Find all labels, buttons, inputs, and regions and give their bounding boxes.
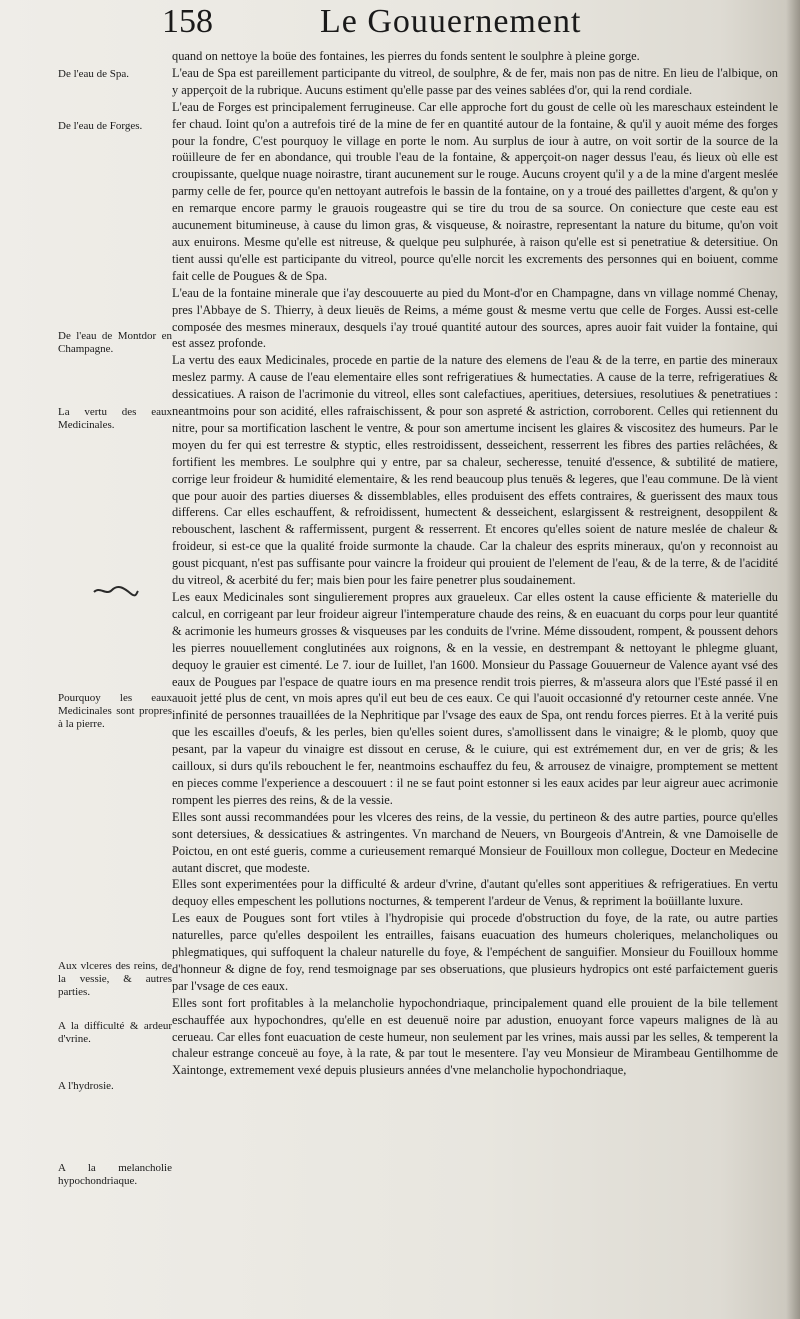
margin-note-melancholie: A la melancholie hypochondriaque. [58,1162,172,1187]
main-text [172,48,778,1079]
running-title: Le Gouuernement [320,3,582,40]
margin-note-vertu: La vertu des eaux Medicinales. [58,406,172,431]
margin-note-montdor: De l'eau de Montdor en Champagne. [58,330,172,355]
page-binding-shadow [786,0,800,1319]
margin-note-vrine: A la difficulté & ardeur d'vrine. [58,1020,172,1045]
paragraph-montdor: L'eau de la fontaine minerale que i'ay descouuerte au pied du Mont-d'or en Champagne, dans vn village nommé Chenay, pres l'Abbaye de S. Thierry, à deux lieuës de Reims, a méme goust & mesme vertu que celle de Forges. Aussi est-celle composée des mesmes mineraux, desquels i'ay troué quantité autour des sources, apres auoir fait vuider la fontaine, qui est assez profonde. [172,285,778,351]
running-head [0,2,800,46]
paragraph-melancholie: Elles sont fort profitables à la melancholie hypochondriaque, principalement quand elle prouient de la bile tellement eschauffée aux hypochondres, qu'elle en est deuenuë noire par adustion, enuoyant force vapeurs malignes de là au cerueau. Car elles font euacuation de ceste humeur, non seulement par les vrines, mais aussi par les selles, & temperent la chaleur estrange conceuë au foye, à la rate, & par tout le mesentere. I'ay veu Monsieur de Mirambeau Gentilhomme de Xaintonge, extremement vexé depuis plusieurs années d'vne melancholie hypochondriaque, [172,995,778,1078]
margin-note-hydrosie: A l'hydrosie. [58,1080,114,1092]
paragraph-pierre: Les eaux Medicinales sont singulierement propres aux graueleux. Car elles ostent la cause efficiente & materielle du calcul, en corrigeant par leur froideur aigreur l'intemperature chaude des reins, & en euacuant du corps pour leur quantité & acrimonie les humeurs grosses & visqueuses par les conduits de l'vrine. Méme dissoudent, rompent, & poussent dehors les pierres nouuellement conglutinées aux roignons, & en la vessie, en destrempant & nettoyant le phlegme gluant, dequoy le grauier est cimenté. Le 7. iour de Iuillet, l'an 1600. Monsieur du Passage Gouuerneur de Valence ayant vsé des eaux de Pougues par l'espace de quatre iours en ma presence rendit trois pierres, & m'asseura alors que l'Esté passé il en auoit jetté plus de cent, vn mois apres qu'il eut beu de ces eaux. Ce qui l'auoit occasionné d'y retourner ceste année. Vne infinité de personnes trauaillées de la Nephritique par l'vsage des eaux de Spa, ont rendu forces pierres. Et à la verité puis que les escailles d'oeufs, & les perles, bien qu'elles soient dures, s'amollissent dans le vinaigre; & le plomb, quoy que pesant, par la vapeur du vinaigre est dissout en ceruse, & le cuiure, qui est extrémement dur, en ver de gris; & les cailloux, si durs qu'ils rebouchent le fer, neantmoins eschauffez du feu, & arrousez de vinaigre, promptement se mettent en pieces comme l'experience a descouuert : il ne se faut point estonner si les eaux acides par leur aigreur auec acrimonie rompent les pierres des reins, & de la vessie. [172,590,778,807]
ink-smudge [92,584,140,598]
margin-note-spa: De l'eau de Spa. [58,68,130,80]
page-number: 158 [162,3,213,40]
paragraph-vlceres: Elles sont aussi recommandées pour les vlceres des reins, de la vessie, du pertineon & des autre parties, pource qu'elles sont detersiues, & dessicatiues & astringentes. Vn marchand de Neuers, vn Bourgeois d'Antrein, & vne Damoiselle de Poictou, en ont esté gueris, comme a curieusement remarqué Monsieur de Fouilloux mon collegue, Docteur en Medecine autant discret, que modeste. [172,809,778,875]
paragraph-vrine: Elles sont experimentées pour la difficulté & ardeur d'vrine, d'autant qu'elles sont apperitiues & refrigeratiues. En vertu dequoy elles empeschent les pollutions nocturnes, & temperent l'ardeur de Venus, & repriment la boüillante luxure. [172,877,778,909]
paragraph-hydropisie: Les eaux de Pougues sont fort vtiles à l'hydropisie qui procede d'obstruction du foye, de la rate, ou autre parties naturelles, parce qu'elles despoilent les entrailles, faisans euacuation des humeurs choleriques, melancholiques ou phlegmatiques, qui suffoquent la chaleur naturelle du foye, & l'empéchent de sanguifier. Monsieur du Fouilloux homme d'honneur & digne de foy, rend tesmoignage par ses obseruations, que plusieurs hydropics ont esté parfaictement gueris par l'vsage de ces eaux. [172,911,778,993]
paragraph-vertu: La vertu des eaux Medicinales, procede en partie de la nature des elemens de l'eau & de la terre, en partie des mineraux meslez parmy. A cause de l'eau elementaire elles sont refrigeratiues & humectaties. A cause de la terre, refrigeratiues & dessicatiues. A raison de l'acrimonie du vitreol, elles sont calefactiues, aperitiues, detersiues, resolutiues & penetratiues : neantmoins pour son acidité, elles rafraischissent, & pour son aspreté & astriction, corroborent. Celles qui retiennent du nitre, pour sa mortification laschent le ventre, & pour son amertume incisent les glaires & viscositez des humeurs. Par le moyen du fer qui est terrestre & styptic, elles restroidissent, desseichent, resserrent les fibres des parties relâchées, & fortifient les membres. Le soulphre qui y entre, par sa chaleur, secheresse, tenuité d'essence, & subtilité de matiere, corrige leur froideur & humidité elementaire, & les rend beaucoup plus tenuës & legeres, que l'eau commune. De là vient que pour auoir des parties diuerses & dissemblables, elles produisent des effets contraires, & guerissent des maux tous differens. Car elles eschauffent, & refroidissent, humectent & desseichent, eslargissent & restreignent, desoppilent & rebouschent, laschent & raffermissent, purgent & resserrent. Et encores qu'elles soient de nature meslée de chaleur & froideur, si est-ce que la qualité froide surmonte la chaude. Car la chaleur des esprits mineraux, qu'on y reconnoist au goust picquant, n'est pas suffisante pour vaincre la froideur qui prouient de l'element de l'eau, & de la terre, & de l'acidité du vitreol, & acerbité du fer; mais bien pour les faire penetrer plus soudainement. [172,353,778,588]
margin-note-forges: De l'eau de Forges. [58,120,143,132]
paragraph-forges: L'eau de Forges est principalement ferrugineuse. Car elle approche fort du goust de celle où les mareschaux esteindent le fer chaud. Ioint qu'on a autrefois tiré de la mine de fer en quantité autour de la fontaine, & qu'il y auoit méme des forges pour la fondre, C'est pourquoy le village en porte le nom. Au surplus de iour à autre, on voit sortir de la source de la roüilleure de fer en abondance, qui trouble l'eau de la fontaine, & apperçoit-on nager dessus l'eau, és lieux où elle est croupissante, quelque nuage noirastre, tirant aucunement sur le rouge. Aucuns croyent qu'il y a de la mine d'argent meslée parmy celle de fer, pource qu'en nettoyant autrefois le bassin de la fontaine, on y a troué des paillettes d'argent, & qu'on y en remarque encore parmy le grauois rougeastre qui se tire du trou de sa source. On coniecture que ceste eau est aucunement bitumineuse, à cause du limon gras, & visqueuse, & noirastre, representant la nature du bitume, qu'on voit aux enuirons. Mesme qu'elle est nitreuse, & quelque peu sulphurée, à raison qu'elle est si penetratiue & detersitiue. On tient aussi qu'elle est participante du vitreol, pource qu'elle norcit les excrements des personnes qui en boiuent, comme fait celle de Pougues & de Spa. [172,99,778,283]
paragraph-continuation: quand on nettoye la boüe des fontaines, les pierres du fonds sentent le soulphre à pleine gorge. [172,49,640,63]
margin-note-pierre: Pourquoy les eaux Medicinales sont propres à la pierre. [58,692,172,730]
paragraph-spa: L'eau de Spa est pareillement participante du vitreol, de soulphre, & de fer, mais non pas de nitre. En lieu de l'albique, on y apperçoit de la rubrique. Aucuns estiment qu'elle passe par des veines sablées d'or, qui la rend cordiale. [172,65,778,97]
margin-note-vlceres: Aux vlceres des reins, de la vessie, & autres parties. [58,960,172,998]
